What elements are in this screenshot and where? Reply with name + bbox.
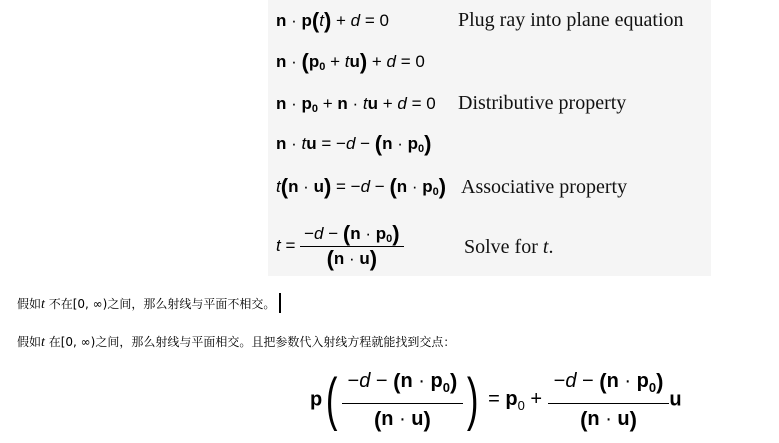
equation-row-4: n · tu = $-d - (n \cdot p_0)$ [276, 131, 432, 156]
intersection-point-equation: p( $\frac{-d - (n \cdot p_0)}{(n \cdot u)}$ ) = $p_0$ + $\frac{-d - (n \cdot p_0)}{(n \cdot u)}$ u [310, 367, 682, 432]
text-cursor [279, 293, 281, 313]
equation-row-3: $n \cdot p_0 + n$ · tu + d = 0 [276, 94, 436, 115]
derivation-figure [268, 0, 711, 276]
equation-row-5: $t(n \cdot u) = -d - (n \cdot p_0)$ [276, 174, 447, 199]
equation-row-1: n · p(t) + d = 0 [276, 8, 389, 33]
equation-row-2: $n \cdot (p_0 + tu) + d = 0$ [276, 49, 425, 74]
note-distributive: Distributive property [458, 92, 627, 114]
note-solve: Solve for t. [464, 236, 554, 258]
equation-row-6: t = $\frac{-d - (n \cdot p_0)}{(n \cdot u)}$ [276, 222, 404, 271]
note-associative: Associative property [461, 176, 628, 198]
note-plug: Plug ray into plane equation [458, 9, 684, 31]
t-fraction: $\frac{-d - (n \cdot p_0)}{(n \cdot u)}$ [300, 222, 403, 271]
paragraph-intersection: 假如t 在[0, ∞)之间，那么射线与平面相交。且把参数代入射线方程就能找到交点： [17, 335, 456, 350]
paragraph-no-intersection: 假如t 不在[0, ∞)之间，那么射线与平面不相交。 [17, 293, 281, 313]
